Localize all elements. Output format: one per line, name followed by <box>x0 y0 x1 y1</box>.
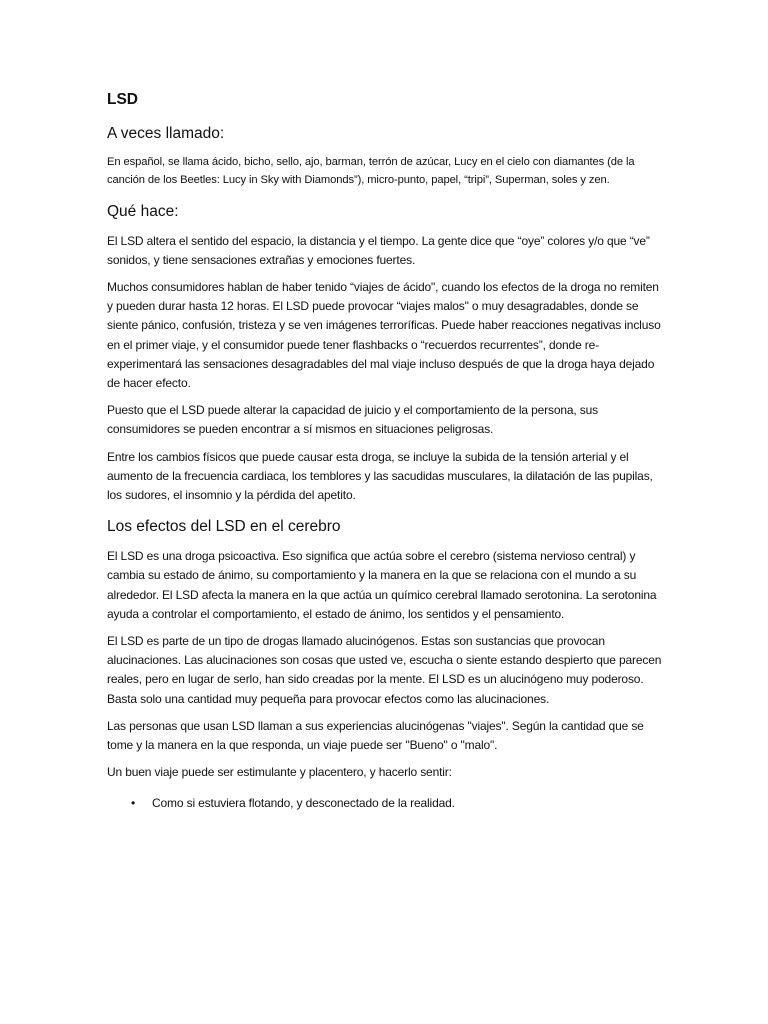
paragraph: Entre los cambios físicos que puede causar esta droga, se incluye la subida de la tensión arterial y el aumento de la frecuencia cardiaca, los temblores y las sacudidas musculares, la dilatación de las pupilas, los sudores, el insomnio y la pérdida del apetito. <box>107 449 653 503</box>
paragraph: Un buen viaje puede ser estimulante y placentero, y hacerlo sentir: <box>107 765 452 780</box>
paragraph: El LSD altera el sentido del espacio, la distancia y el tiempo. La gente dice que “oye” colores y/o que “ve” sonidos, y tiene sensaciones extrañas y emociones fuertes. <box>107 233 650 267</box>
bullet-icon: • <box>131 796 136 811</box>
section-heading-brain-effects: Los efectos del LSD en el cerebro <box>107 518 341 536</box>
document-title: LSD <box>107 91 138 108</box>
list-item <box>107 794 663 813</box>
list-item-text: Como si estuviera flotando, y desconectado de la realidad. <box>152 796 455 811</box>
paragraph: Puesto que el LSD puede alterar la capacidad de juicio y el comportamiento de la persona, sus consumidores se pueden encontrar a sí mismos en situaciones peligrosas. <box>107 403 599 437</box>
section-heading-alias: A veces llamado: <box>107 125 225 142</box>
paragraph: Muchos consumidores hablan de haber tenido “viajes de ácido", cuando los efectos de la droga no remiten y pueden durar hasta 12 horas. El LSD puede provocar “viajes malos" o muy desagradables, donde se siente pánico, confusión, tristeza y se ven imágenes terroríficas. Puede haber reacciones negativas incluso en el primer viaje, y el consumidor puede tener flashbacks o “recuerdos recurrentes”, donde re-experimentará las sensaciones desagradables del mal viaje incluso después de que la droga haya dejado de hacer efecto. <box>107 280 661 391</box>
document-page <box>107 90 663 813</box>
section-heading-what-it-does: Qué hace: <box>107 202 179 220</box>
bullet-list <box>107 794 663 813</box>
paragraph: Las personas que usan LSD llaman a sus experiencias alucinógenas "viajes". Según la cantidad que se tome y la manera en la que responda, un viaje puede ser "Bueno" o "malo". <box>107 718 644 753</box>
paragraph: En español, se llama ácido, bicho, sello, ajo, barman, terrón de azúcar, Lucy en el cielo con diamantes (de la canción de los Beetles: Lucy in Sky with Diamonds”), micro-punto, papel, “tripi”, Superman, soles y zen. <box>107 156 635 186</box>
paragraph: El LSD es una droga psicoactiva. Eso significa que actúa sobre el cerebro (sistema nervioso central) y cambia su estado de ánimo, su comportamiento y la manera en la que se relaciona con el mundo a su alrededor. El LSD afecta la manera en la que actúa un químico cerebral llamado serotonina. La serotonina ayuda a controlar el comportamiento, el estado de ánimo, los sentidos y el pensamiento. <box>107 549 657 621</box>
paragraph: El LSD es parte de un tipo de drogas llamado alucinógenos. Estas son sustancias que provocan alucinaciones. Las alucinaciones son cosas que usted ve, escucha o siente estando despierto que parecen reales, pero en lugar de serlo, han sido creadas por la mente. El LSD es un alucinógeno muy poderoso. Basta solo una cantidad muy pequeña para provocar efectos como las alucinaciones. <box>107 634 662 706</box>
